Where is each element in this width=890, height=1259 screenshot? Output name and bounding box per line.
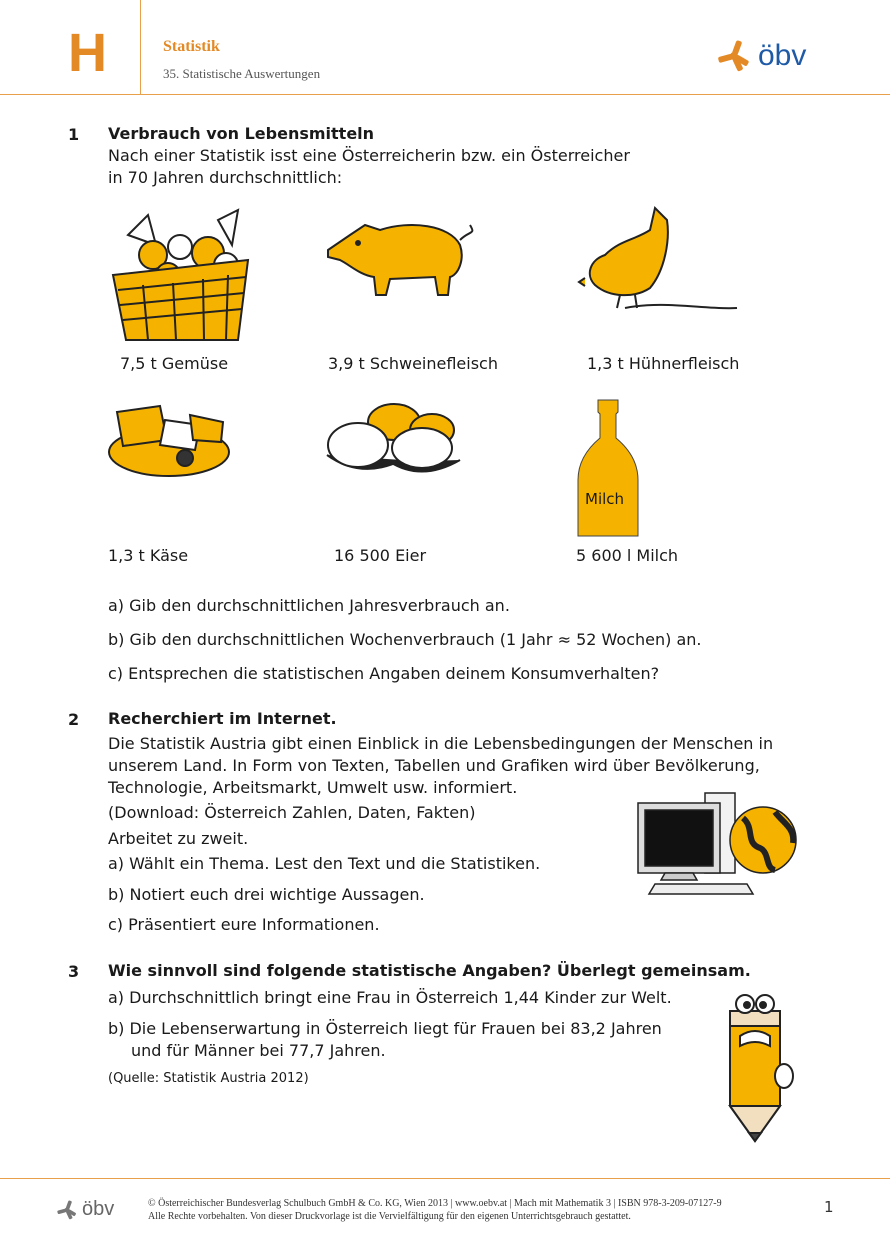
task-1-question-a: a) Gib den durchschnittlichen Jahresverbrauch an. — [108, 596, 510, 615]
item-label-cheese: 1,3 t Käse — [108, 546, 189, 565]
obv-star-grey-icon — [56, 1199, 78, 1221]
pencil-character-icon — [718, 986, 802, 1146]
task-2-line-5: Arbeitet zu zweit. — [108, 829, 249, 848]
task-3-number: 3 — [68, 962, 80, 981]
bottle-label: Milch — [585, 490, 625, 508]
task-1-number: 1 — [68, 125, 80, 144]
task-3-source: (Quelle: Statistik Austria 2012) — [108, 1071, 309, 1086]
eggs-icon — [322, 400, 464, 482]
task-3-title: Wie sinnvoll sind folgende statistische Angaben? Überlegt gemeinsam. — [108, 961, 751, 980]
task-2-line-3: Technologie, Arbeitsmarkt, Umwelt usw. informiert. — [108, 778, 518, 797]
header-logo — [716, 38, 806, 74]
logo-text: öbv — [758, 39, 807, 72]
footer-rights: Alle Rechte vorbehalten. Von dieser Druckvorlage ist die Vervielfältigung für den eigenen Unterrichtsgebrauch gestattet. — [148, 1211, 631, 1222]
task-3-line-b2: und für Männer bei 77,7 Jahren. — [131, 1041, 386, 1060]
computer-globe-icon — [635, 788, 800, 898]
task-3-line-b1: b) Die Lebenserwartung in Österreich liegt für Frauen bei 83,2 Jahren — [108, 1019, 662, 1038]
task-2-line-6: a) Wählt ein Thema. Lest den Text und die Statistiken. — [108, 854, 541, 873]
header-rule — [0, 94, 890, 95]
task-1-title: Verbrauch von Lebensmitteln — [108, 124, 375, 143]
header-title: Statistik — [163, 38, 220, 55]
page-number: 1 — [824, 1198, 834, 1216]
pig-icon — [320, 205, 480, 305]
task-2-line-4: (Download: Österreich Zahlen, Daten, Fakten) — [108, 803, 476, 822]
chicken-icon — [575, 200, 745, 315]
item-label-pork: 3,9 t Schweinefleisch — [328, 354, 498, 373]
item-label-milk: 5 600 l Milch — [576, 546, 679, 565]
header-subtitle: 35. Statistische Auswertungen — [163, 66, 321, 81]
task-2-line-7: b) Notiert euch drei wichtige Aussagen. — [108, 885, 425, 904]
task-2-title: Recherchiert im Internet. — [108, 709, 337, 728]
task-2-line-1: Die Statistik Austria gibt einen Einblick in die Lebensbedingungen der Menschen in — [108, 734, 774, 753]
footer-logo-text: öbv — [82, 1198, 115, 1220]
task-1-intro-line1: Nach einer Statistik isst eine Österreicherin bzw. ein Österreicher — [108, 146, 630, 165]
task-2-line-2: unserem Land. In Form von Texten, Tabellen und Grafiken wird über Bevölkerung, — [108, 756, 760, 775]
task-3-line-a: a) Durchschnittlich bringt eine Frau in Österreich 1,44 Kinder zur Welt. — [108, 988, 672, 1007]
task-1-intro-line2: in 70 Jahren durchschnittlich: — [108, 168, 343, 187]
task-1-question-b: b) Gib den durchschnittlichen Wochenverbrauch (1 Jahr ≈ 52 Wochen) an. — [108, 630, 702, 649]
footer-copyright: © Österreichischer Bundesverlag Schulbuch GmbH & Co. KG, Wien 2013 | www.oebv.at | Mach mit Mathematik 3 | ISBN 978-3-209-07127-9 — [148, 1198, 722, 1209]
header-divider — [140, 0, 141, 94]
task-1-question-c: c) Entsprechen die statistischen Angaben deinem Konsumverhalten? — [108, 664, 660, 683]
item-label-eggs: 16 500 Eier — [334, 546, 427, 565]
footer-rule — [0, 1178, 890, 1179]
obv-star-icon — [716, 38, 752, 74]
vegetable-basket-icon — [108, 205, 256, 345]
item-label-vegetables: 7,5 t Gemüse — [120, 354, 229, 373]
task-2-line-8: c) Präsentiert eure Informationen. — [108, 915, 380, 934]
milk-bottle-icon — [576, 398, 640, 540]
item-label-chicken: 1,3 t Hühnerfleisch — [587, 354, 740, 373]
chapter-letter: H — [68, 23, 107, 83]
task-2-number: 2 — [68, 710, 80, 729]
cheese-icon — [105, 400, 233, 480]
footer-logo — [56, 1198, 114, 1221]
